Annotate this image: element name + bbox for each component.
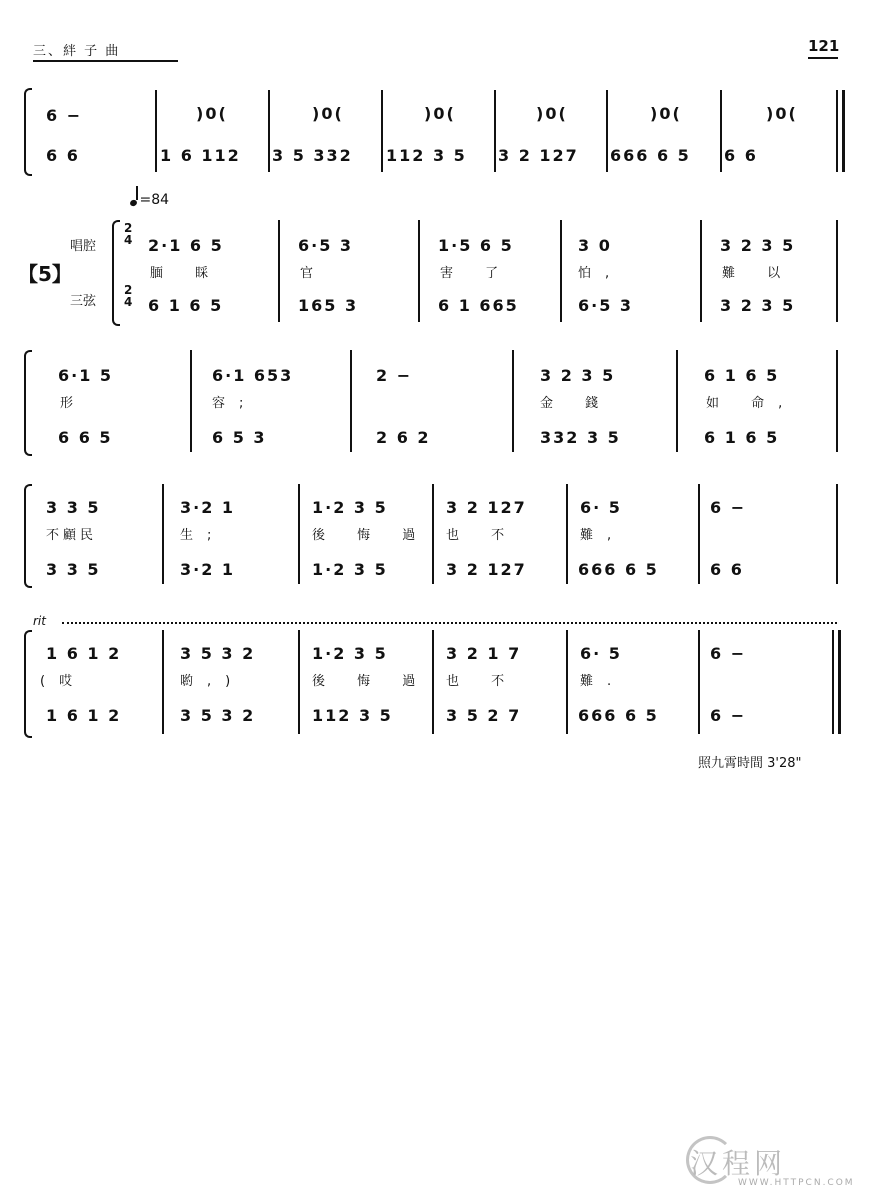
note-group: 1·2 3 5 — [312, 560, 388, 579]
note-group: 3 3 5 — [46, 560, 101, 579]
note-group: )0( — [312, 104, 344, 123]
note-group: 165 3 — [298, 296, 359, 315]
time-signature-sanxian — [124, 284, 132, 308]
ts-top: 2 — [124, 283, 133, 297]
lyric: 後 悔 過 — [312, 674, 430, 689]
note-group: 666 6 5 — [578, 560, 659, 579]
ts-bottom: 4 — [124, 233, 133, 247]
note-group: 3 5 3 2 — [180, 706, 256, 725]
barline — [162, 484, 164, 584]
barline — [155, 90, 157, 172]
note-group: 6 1 6 5 — [148, 296, 224, 315]
lyric: 形 — [60, 396, 88, 411]
note-group: 6·5 3 — [578, 296, 634, 315]
note-group: 6 − — [46, 106, 83, 125]
lyric: (哎 — [40, 674, 87, 689]
barline — [720, 90, 722, 172]
barline — [278, 220, 280, 322]
barline — [432, 630, 434, 734]
note-group: 3 5 2 7 — [446, 706, 522, 725]
note-group: 332 3 5 — [540, 428, 621, 447]
barline — [676, 350, 678, 452]
final-barline — [838, 630, 841, 734]
note-group: 6 1 6 5 — [704, 428, 780, 447]
lyric: 害 了 — [440, 266, 513, 281]
barline — [700, 220, 702, 322]
note-group: 6 5 3 — [212, 428, 267, 447]
lyric: 後 悔 過 — [312, 528, 430, 543]
note-group: 666 6 5 — [578, 706, 659, 725]
note-group: 3 2 3 5 — [720, 236, 796, 255]
note-group: )0( — [766, 104, 798, 123]
system-brace — [24, 484, 32, 588]
note-group: 112 3 5 — [312, 706, 393, 725]
note-group: 1·5 6 5 — [438, 236, 514, 255]
barline — [268, 90, 270, 172]
note-group: )0( — [424, 104, 456, 123]
system-brace — [112, 220, 120, 326]
barline — [836, 350, 838, 452]
lyric: 金 錢 — [540, 396, 613, 411]
note-group: 3 2 127 — [498, 146, 579, 165]
barline — [418, 220, 420, 322]
note-group: 112 3 5 — [386, 146, 467, 165]
barline — [836, 484, 838, 584]
time-signature-voice — [124, 222, 132, 246]
barline — [432, 484, 434, 584]
note-group: 6 6 — [724, 146, 758, 165]
ritardando-dotted-line — [62, 622, 837, 624]
ts-bottom: 4 — [124, 295, 133, 309]
note-group: 1 6 1 2 — [46, 644, 122, 663]
final-barline — [842, 90, 845, 172]
barline — [190, 350, 192, 452]
barline — [298, 484, 300, 584]
note-group: 6 6 — [46, 146, 80, 165]
section-number: 【5】 — [18, 262, 72, 286]
note-group: 2·1 6 5 — [148, 236, 224, 255]
performance-duration: 照九霄時間 3'28" — [698, 756, 802, 771]
lyric: 也 不 — [446, 528, 519, 543]
note-group: 6 1 665 — [438, 296, 519, 315]
lyric: 喲,) — [180, 674, 245, 689]
note-group: 6 6 — [710, 560, 744, 579]
note-group: 3 5 3 2 — [180, 644, 256, 663]
ts-top: 2 — [124, 221, 133, 235]
barline — [298, 630, 300, 734]
note-group: 3 2 3 5 — [720, 296, 796, 315]
barline — [350, 350, 352, 452]
lyric: 怕, — [578, 266, 624, 281]
lyric: 腼 睬 — [150, 266, 223, 281]
note-group: 1·2 3 5 — [312, 644, 388, 663]
header-rule — [33, 60, 178, 62]
note-group: 6 − — [710, 498, 747, 517]
note-group: 6 1 6 5 — [704, 366, 780, 385]
page-number: 121 — [808, 37, 840, 55]
lyric: 難 以 — [722, 266, 795, 281]
system-brace — [24, 630, 32, 738]
ritardando-marking: rit — [33, 614, 46, 628]
barline — [698, 484, 700, 584]
note-group: )0( — [650, 104, 682, 123]
barline — [832, 630, 834, 734]
lyric: 也 不 — [446, 674, 519, 689]
lyric: 如 命, — [706, 396, 797, 411]
note-group: 2 6 2 — [376, 428, 431, 447]
barline — [606, 90, 608, 172]
note-group: 3 0 — [578, 236, 612, 255]
note-group: 3 5 332 — [272, 146, 353, 165]
note-group: 6 6 5 — [58, 428, 113, 447]
barline — [512, 350, 514, 452]
barline — [381, 90, 383, 172]
page-number-rule — [808, 57, 838, 59]
note-group: 6·1 653 — [212, 366, 294, 385]
note-group: 1·2 3 5 — [312, 498, 388, 517]
note-group: 6·1 5 — [58, 366, 114, 385]
note-group: 6· 5 — [580, 644, 622, 663]
system-brace — [24, 88, 32, 176]
lyric: 官 — [300, 266, 328, 281]
lyric: 不顧民 — [46, 528, 98, 543]
barline — [494, 90, 496, 172]
barline — [560, 220, 562, 322]
note-group: 6 − — [710, 644, 747, 663]
watermark-text: 汉程网 — [690, 1147, 787, 1180]
barline — [698, 630, 700, 734]
note-group: 3 2 3 5 — [540, 366, 616, 385]
tempo-value: =84 — [139, 192, 170, 208]
note-group: 6· 5 — [580, 498, 622, 517]
note-group: 3 2 127 — [446, 498, 527, 517]
barline — [836, 90, 838, 172]
system-brace — [24, 350, 32, 456]
watermark-url: WWW.HTTPCN.COM — [738, 1178, 855, 1188]
barline — [162, 630, 164, 734]
note-group: )0( — [536, 104, 568, 123]
note-group: 3·2 1 — [180, 498, 236, 517]
part-label-voice: 唱腔 — [70, 239, 97, 254]
note-group: 666 6 5 — [610, 146, 691, 165]
note-group: 2 − — [376, 366, 413, 385]
note-group: 3 2 127 — [446, 560, 527, 579]
barline — [836, 220, 838, 322]
lyric: 生; — [180, 528, 226, 543]
tempo-marking — [130, 190, 169, 208]
note-group: 1 6 1 2 — [46, 706, 122, 725]
note-group: 3·2 1 — [180, 560, 236, 579]
barline — [566, 630, 568, 734]
lyric: 難, — [580, 528, 626, 543]
note-group: 3 2 1 7 — [446, 644, 522, 663]
barline — [566, 484, 568, 584]
page-header-title: 三、絆 子 曲 — [33, 44, 121, 59]
lyric: 難. — [580, 674, 626, 689]
note-group: 1 6 112 — [160, 146, 241, 165]
lyric: 容; — [212, 396, 258, 411]
note-group: 3 3 5 — [46, 498, 101, 517]
part-label-sanxian: 三弦 — [70, 294, 97, 309]
note-group: 6 − — [710, 706, 747, 725]
note-group: 6·5 3 — [298, 236, 354, 255]
note-group: )0( — [196, 104, 228, 123]
